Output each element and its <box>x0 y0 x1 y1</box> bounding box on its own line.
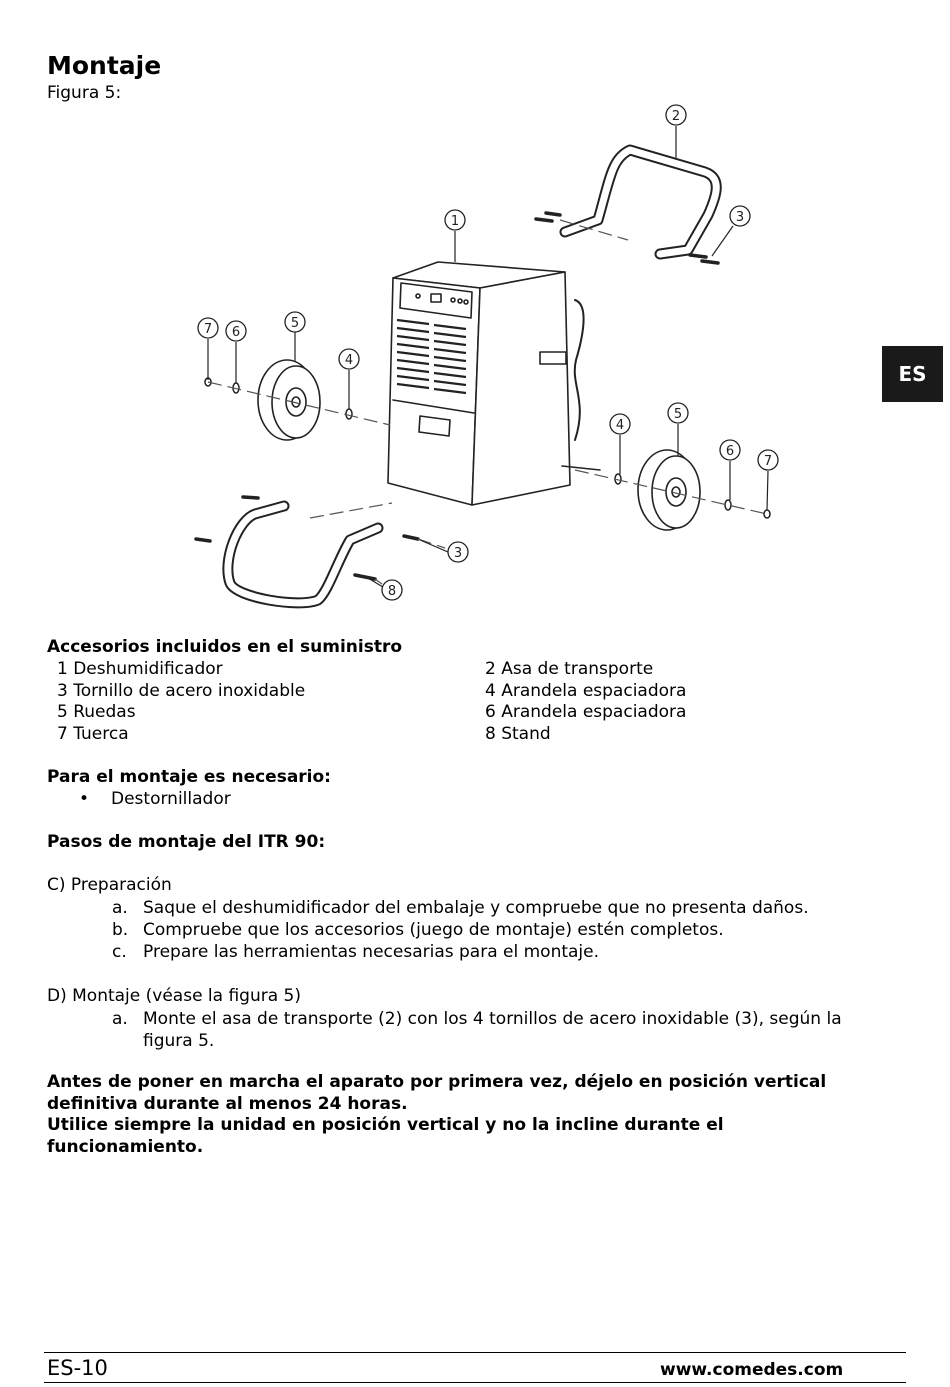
callout-5-right: 5 <box>673 407 683 422</box>
step-text: Compruebe que los accesorios (juego de montaje) estén completos. <box>143 920 724 940</box>
footer-url: www.comedes.com <box>660 1360 844 1380</box>
footer-divider-bottom <box>44 1382 906 1383</box>
callout-5-left: 5 <box>290 316 300 331</box>
step-text: Saque el deshumidificador del embalaje y compruebe que no presenta daños. <box>143 898 809 918</box>
step-text: Prepare las herramientas necesarias para el montaje. <box>143 942 600 962</box>
callout-7-right: 7 <box>763 454 773 469</box>
accessory-item: 3 Tornillo de acero inoxidable <box>57 680 306 701</box>
footer-divider-top <box>44 1352 906 1353</box>
accessory-item: 4 Arandela espaciadora <box>485 680 687 701</box>
callout-3-upper: 3 <box>735 210 745 225</box>
section-c-steps <box>112 897 892 963</box>
accessory-item: 8 Stand <box>485 723 551 744</box>
nut-right <box>764 510 770 518</box>
accessory-item: 7 Tuerca <box>57 723 129 744</box>
accessory-item: 2 Asa de transporte <box>485 659 654 679</box>
accessories-heading: Accesorios incluidos en el suministro <box>47 637 403 657</box>
callout-2: 2 <box>671 109 681 124</box>
warning-block <box>47 1072 877 1158</box>
callout-4-left: 4 <box>344 353 354 368</box>
washer-right-6 <box>725 500 731 510</box>
wheel-left <box>258 360 320 440</box>
step-item <box>112 919 892 941</box>
step-item <box>112 897 892 919</box>
assembly-diagram <box>185 100 785 610</box>
callout-6-right: 6 <box>725 444 735 459</box>
callout-6-left: 6 <box>231 325 241 340</box>
step-text: Monte el asa de transporte (2) con los 4 tornillos de acero inoxidable (3), según la figura 5. <box>143 1009 842 1051</box>
steps-heading: Pasos de montaje del ITR 90: <box>47 832 326 852</box>
language-tab-label: ES <box>898 362 927 386</box>
required-heading: Para el montaje es necesario: <box>47 767 331 787</box>
page-title: Montaje <box>47 51 162 80</box>
callout-4-right: 4 <box>615 418 625 433</box>
warning-line-1: Antes de poner en marcha el aparato por primera vez, déjelo en posición vertical definitiva durante al menos 24 horas. <box>47 1072 827 1114</box>
section-c-heading: C) Preparación <box>47 875 172 895</box>
section-d-heading: D) Montaje (véase la figura 5) <box>47 986 302 1006</box>
power-cord <box>575 300 584 440</box>
required-item <box>79 789 231 811</box>
callout-3-lower: 3 <box>453 546 463 561</box>
page-number: ES-10 <box>47 1356 108 1380</box>
language-tab <box>882 346 943 402</box>
accessories-list <box>57 659 757 745</box>
step-label: a. <box>112 1009 128 1029</box>
wheel-right <box>638 450 700 530</box>
accessory-item: 5 Ruedas <box>57 702 136 723</box>
section-d-steps <box>112 1008 892 1052</box>
step-label: b. <box>112 920 129 940</box>
callout-1: 1 <box>450 214 460 229</box>
figure-label: Figura 5: <box>47 83 122 103</box>
unit-side <box>472 272 570 505</box>
callout-8: 8 <box>387 584 397 599</box>
required-item-label: Destornillador <box>111 789 231 809</box>
bullet-icon: • <box>79 789 90 809</box>
step-label: c. <box>112 942 127 962</box>
accessory-item: 6 Arandela espaciadora <box>485 702 687 723</box>
step-label: a. <box>112 898 128 918</box>
step-item <box>112 1008 892 1052</box>
washer-left-4 <box>346 409 352 419</box>
warning-line-2: Utilice siempre la unidad en posición vertical y no la incline durante el funcionamiento. <box>47 1115 724 1157</box>
callout-7-left: 7 <box>203 322 213 337</box>
step-item <box>112 941 892 963</box>
accessory-item: 1 Deshumidificador <box>57 659 223 679</box>
